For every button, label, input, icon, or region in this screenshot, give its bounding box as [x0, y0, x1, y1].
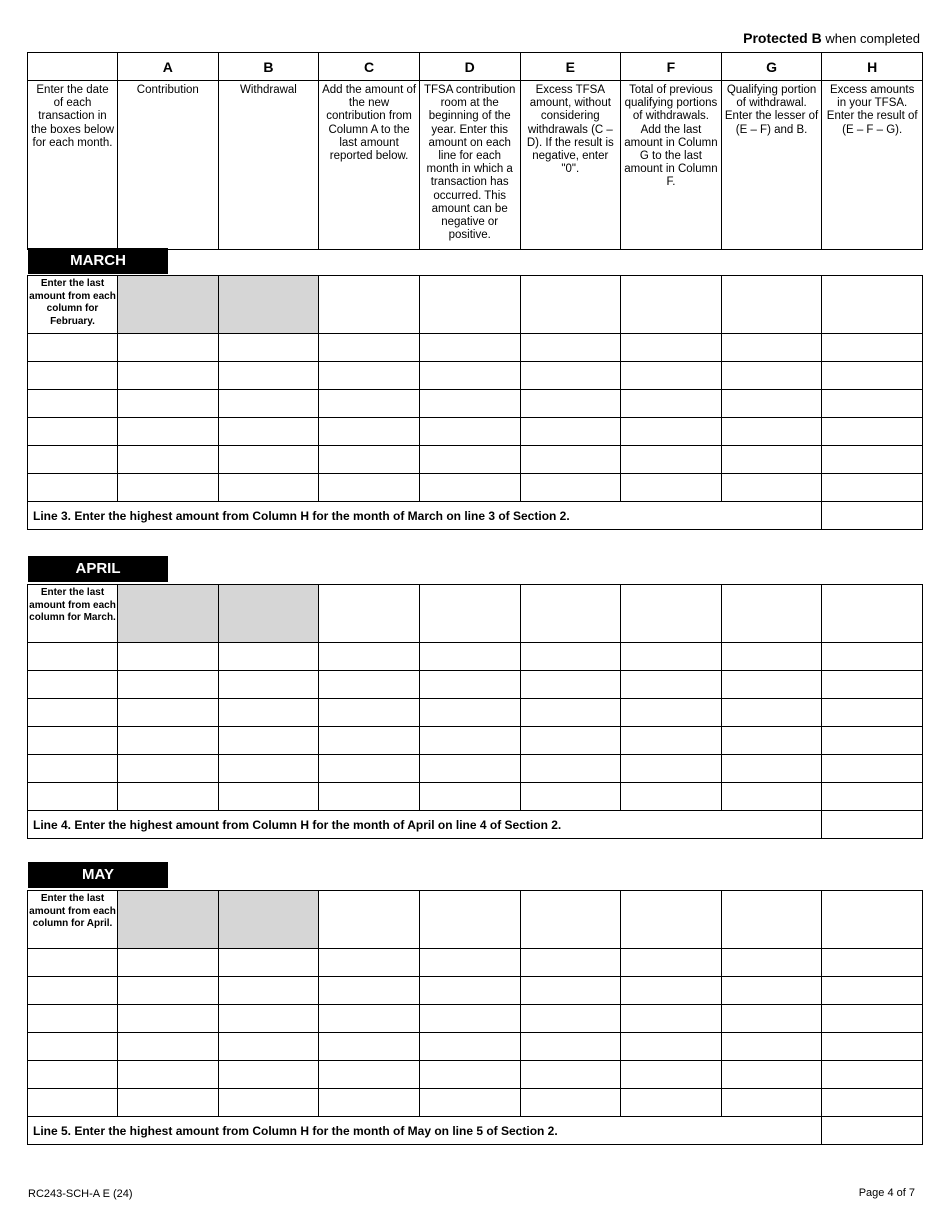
amount-field-f[interactable] — [621, 474, 722, 502]
transaction-row — [28, 334, 923, 362]
month-table-may — [27, 890, 923, 1145]
amount-field-c[interactable] — [319, 977, 420, 1005]
amount-field-d[interactable] — [419, 755, 520, 783]
amount-field-b[interactable] — [218, 362, 319, 390]
amount-field-h[interactable] — [822, 949, 923, 977]
amount-field-h[interactable] — [822, 891, 923, 949]
amount-field-c[interactable] — [319, 390, 420, 418]
column-description-g: Qualifying portion of withdrawal. Enter the lesser of (E – F) and B. — [721, 81, 822, 250]
amount-field-a[interactable] — [118, 418, 219, 446]
amount-field-f[interactable] — [621, 362, 722, 390]
amount-field-b[interactable] — [218, 755, 319, 783]
amount-field-h[interactable] — [822, 585, 923, 643]
amount-field-f[interactable] — [621, 446, 722, 474]
shaded-cell — [218, 585, 319, 643]
amount-field-h[interactable] — [822, 362, 923, 390]
date-field[interactable] — [28, 727, 118, 755]
date-field[interactable] — [28, 643, 118, 671]
amount-field-a[interactable] — [118, 643, 219, 671]
summary-line-text: Line 4. Enter the highest amount from Column H for the month of April on line 4 of Section 2. — [28, 811, 822, 839]
protected-label: Protected B — [743, 30, 822, 46]
amount-field-h[interactable] — [822, 977, 923, 1005]
date-field[interactable] — [28, 334, 118, 362]
amount-field-g[interactable] — [721, 390, 822, 418]
amount-field-d[interactable] — [419, 1005, 520, 1033]
summary-line-text: Line 5. Enter the highest amount from Column H for the month of May on line 5 of Section 2. — [28, 1117, 822, 1145]
amount-field-g[interactable] — [721, 727, 822, 755]
amount-field-a[interactable] — [118, 671, 219, 699]
amount-field-f[interactable] — [621, 418, 722, 446]
carry-forward-row — [28, 891, 923, 949]
amount-field-h[interactable] — [822, 276, 923, 334]
date-field[interactable] — [28, 1005, 118, 1033]
amount-field-d[interactable] — [419, 276, 520, 334]
amount-field-e[interactable] — [520, 727, 621, 755]
transaction-row — [28, 755, 923, 783]
date-field[interactable] — [28, 755, 118, 783]
amount-field-c[interactable] — [319, 418, 420, 446]
column-letter-e: E — [520, 53, 621, 81]
amount-field-d[interactable] — [419, 783, 520, 811]
amount-field-d[interactable] — [419, 1089, 520, 1117]
amount-field-g[interactable] — [721, 755, 822, 783]
amount-field-c[interactable] — [319, 891, 420, 949]
amount-field-g[interactable] — [721, 1033, 822, 1061]
date-field[interactable] — [28, 390, 118, 418]
date-field[interactable] — [28, 699, 118, 727]
amount-field-g[interactable] — [721, 362, 822, 390]
transaction-rows-april — [28, 643, 923, 811]
amount-field-c[interactable] — [319, 1061, 420, 1089]
amount-field-f[interactable] — [621, 1061, 722, 1089]
summary-line-text: Line 3. Enter the highest amount from Column H for the month of March on line 3 of Section 2. — [28, 502, 822, 530]
amount-field-h[interactable] — [822, 418, 923, 446]
amount-field-d[interactable] — [419, 891, 520, 949]
carry-forward-label: Enter the last amount from each column for February. — [28, 276, 118, 334]
column-header-table — [27, 52, 923, 250]
amount-field-d[interactable] — [419, 949, 520, 977]
column-letter-a: A — [118, 53, 219, 81]
date-field[interactable] — [28, 671, 118, 699]
amount-field-h[interactable] — [822, 699, 923, 727]
amount-field-c[interactable] — [319, 727, 420, 755]
amount-field-f[interactable] — [621, 783, 722, 811]
amount-field-g[interactable] — [721, 783, 822, 811]
amount-field-e[interactable] — [520, 671, 621, 699]
amount-field-h[interactable] — [822, 334, 923, 362]
amount-field-c[interactable] — [319, 949, 420, 977]
amount-field-d[interactable] — [419, 1033, 520, 1061]
amount-field-h[interactable] — [822, 474, 923, 502]
amount-field-c[interactable] — [319, 1005, 420, 1033]
amount-field-c[interactable] — [319, 474, 420, 502]
amount-field-a[interactable] — [118, 1061, 219, 1089]
amount-field-e[interactable] — [520, 418, 621, 446]
line-4-amount-field[interactable] — [822, 811, 923, 839]
amount-field-g[interactable] — [721, 891, 822, 949]
amount-field-a[interactable] — [118, 362, 219, 390]
transaction-row — [28, 390, 923, 418]
amount-field-b[interactable] — [218, 446, 319, 474]
amount-field-b[interactable] — [218, 474, 319, 502]
amount-field-f[interactable] — [621, 390, 722, 418]
amount-field-a[interactable] — [118, 1089, 219, 1117]
amount-field-e[interactable] — [520, 1005, 621, 1033]
column-letter-f: F — [621, 53, 722, 81]
amount-field-c[interactable] — [319, 1033, 420, 1061]
transaction-row — [28, 446, 923, 474]
amount-field-a[interactable] — [118, 977, 219, 1005]
date-field[interactable] — [28, 362, 118, 390]
amount-field-a[interactable] — [118, 783, 219, 811]
amount-field-a[interactable] — [118, 699, 219, 727]
amount-field-e[interactable] — [520, 446, 621, 474]
amount-field-g[interactable] — [721, 643, 822, 671]
date-field[interactable] — [28, 1089, 118, 1117]
column-description-f: Total of previous qualifying portions of withdrawals. Add the last amount in Column G to the last amount in Column F. — [621, 81, 722, 250]
amount-field-g[interactable] — [721, 1005, 822, 1033]
amount-field-e[interactable] — [520, 362, 621, 390]
amount-field-d[interactable] — [419, 390, 520, 418]
date-field[interactable] — [28, 1033, 118, 1061]
transaction-row — [28, 699, 923, 727]
amount-field-d[interactable] — [419, 727, 520, 755]
amount-field-b[interactable] — [218, 643, 319, 671]
amount-field-b[interactable] — [218, 1061, 319, 1089]
amount-field-e[interactable] — [520, 699, 621, 727]
amount-field-g[interactable] — [721, 949, 822, 977]
column-description-d: TFSA contribution room at the beginning of the year. Enter this amount on each line for each month in which a transaction has occurred. This amount can be negative or positive. — [419, 81, 520, 250]
amount-field-b[interactable] — [218, 390, 319, 418]
amount-field-a[interactable] — [118, 390, 219, 418]
carry-forward-label: Enter the last amount from each column for March. — [28, 585, 118, 643]
amount-field-c[interactable] — [319, 334, 420, 362]
column-description-c: Add the amount of the new contribution from Column A to the last amount reported below. — [319, 81, 420, 250]
amount-field-h[interactable] — [822, 390, 923, 418]
amount-field-d[interactable] — [419, 334, 520, 362]
amount-field-d[interactable] — [419, 1061, 520, 1089]
transaction-row — [28, 671, 923, 699]
month-table-april — [27, 584, 923, 839]
amount-field-a[interactable] — [118, 1033, 219, 1061]
amount-field-e[interactable] — [520, 585, 621, 643]
date-field[interactable] — [28, 418, 118, 446]
amount-field-b[interactable] — [218, 1005, 319, 1033]
amount-field-d[interactable] — [419, 699, 520, 727]
shaded-cell — [218, 891, 319, 949]
month-table-march — [27, 275, 923, 530]
month-tag-may: MAY — [28, 862, 168, 888]
amount-field-f[interactable] — [621, 1089, 722, 1117]
column-description-e: Excess TFSA amount, without considering withdrawals (C – D). If the result is negative, enter "0". — [520, 81, 621, 250]
amount-field-b[interactable] — [218, 727, 319, 755]
transaction-row — [28, 727, 923, 755]
amount-field-g[interactable] — [721, 699, 822, 727]
amount-field-h[interactable] — [822, 727, 923, 755]
amount-field-a[interactable] — [118, 949, 219, 977]
transaction-row — [28, 474, 923, 502]
amount-field-g[interactable] — [721, 977, 822, 1005]
amount-field-b[interactable] — [218, 1033, 319, 1061]
amount-field-f[interactable] — [621, 334, 722, 362]
amount-field-d[interactable] — [419, 418, 520, 446]
amount-field-h[interactable] — [822, 446, 923, 474]
amount-field-f[interactable] — [621, 891, 722, 949]
date-field[interactable] — [28, 783, 118, 811]
shaded-cell — [118, 276, 219, 334]
amount-field-h[interactable] — [822, 783, 923, 811]
amount-field-c[interactable] — [319, 755, 420, 783]
amount-field-e[interactable] — [520, 1061, 621, 1089]
protected-suffix: when completed — [821, 31, 920, 46]
amount-field-g[interactable] — [721, 1061, 822, 1089]
month-tag-march: MARCH — [28, 248, 168, 274]
amount-field-h[interactable] — [822, 1005, 923, 1033]
amount-field-d[interactable] — [419, 474, 520, 502]
form-identifier: RC243-SCH-A E (24) — [28, 1188, 133, 1200]
amount-field-e[interactable] — [520, 891, 621, 949]
amount-field-h[interactable] — [822, 643, 923, 671]
amount-field-g[interactable] — [721, 334, 822, 362]
transaction-row — [28, 1005, 923, 1033]
amount-field-e[interactable] — [520, 755, 621, 783]
column-description-h: Excess amounts in your TFSA. Enter the result of (E – F – G). — [822, 81, 923, 250]
column-letter-d: D — [419, 53, 520, 81]
amount-field-c[interactable] — [319, 671, 420, 699]
amount-field-c[interactable] — [319, 783, 420, 811]
summary-row — [28, 502, 923, 530]
amount-field-b[interactable] — [218, 949, 319, 977]
amount-field-e[interactable] — [520, 949, 621, 977]
amount-field-a[interactable] — [118, 1005, 219, 1033]
protected-notice — [743, 30, 920, 46]
transaction-row — [28, 1089, 923, 1117]
column-letter-h: H — [822, 53, 923, 81]
line-5-amount-field[interactable] — [822, 1117, 923, 1145]
amount-field-g[interactable] — [721, 671, 822, 699]
blank-header-cell — [28, 53, 118, 81]
month-tag-april: APRIL — [28, 556, 168, 582]
transaction-rows-may — [28, 949, 923, 1117]
amount-field-b[interactable] — [218, 699, 319, 727]
amount-field-d[interactable] — [419, 585, 520, 643]
amount-field-h[interactable] — [822, 671, 923, 699]
amount-field-b[interactable] — [218, 418, 319, 446]
amount-field-a[interactable] — [118, 474, 219, 502]
date-field[interactable] — [28, 949, 118, 977]
carry-forward-label: Enter the last amount from each column for April. — [28, 891, 118, 949]
shaded-cell — [118, 891, 219, 949]
amount-field-h[interactable] — [822, 755, 923, 783]
amount-field-g[interactable] — [721, 474, 822, 502]
transaction-row — [28, 783, 923, 811]
summary-row — [28, 1117, 923, 1145]
amount-field-c[interactable] — [319, 1089, 420, 1117]
amount-field-b[interactable] — [218, 671, 319, 699]
amount-field-f[interactable] — [621, 1033, 722, 1061]
amount-field-h[interactable] — [822, 1033, 923, 1061]
amount-field-f[interactable] — [621, 276, 722, 334]
transaction-row — [28, 1033, 923, 1061]
transaction-row — [28, 418, 923, 446]
line-3-amount-field[interactable] — [822, 502, 923, 530]
transaction-row — [28, 362, 923, 390]
amount-field-f[interactable] — [621, 977, 722, 1005]
date-column-description: Enter the date of each transaction in the boxes below for each month. — [28, 81, 118, 250]
page-number: Page 4 of 7 — [858, 1187, 915, 1199]
date-field[interactable] — [28, 977, 118, 1005]
column-letter-c: C — [319, 53, 420, 81]
amount-field-a[interactable] — [118, 334, 219, 362]
amount-field-g[interactable] — [721, 418, 822, 446]
amount-field-b[interactable] — [218, 783, 319, 811]
amount-field-d[interactable] — [419, 671, 520, 699]
transaction-rows-march — [28, 334, 923, 502]
amount-field-e[interactable] — [520, 390, 621, 418]
amount-field-b[interactable] — [218, 977, 319, 1005]
carry-forward-row — [28, 585, 923, 643]
transaction-row — [28, 949, 923, 977]
date-field[interactable] — [28, 1061, 118, 1089]
date-field[interactable] — [28, 474, 118, 502]
amount-field-e[interactable] — [520, 977, 621, 1005]
amount-field-b[interactable] — [218, 334, 319, 362]
amount-field-e[interactable] — [520, 474, 621, 502]
amount-field-c[interactable] — [319, 585, 420, 643]
amount-field-e[interactable] — [520, 643, 621, 671]
column-description-b: Withdrawal — [218, 81, 319, 250]
amount-field-g[interactable] — [721, 276, 822, 334]
amount-field-e[interactable] — [520, 1033, 621, 1061]
amount-field-f[interactable] — [621, 755, 722, 783]
amount-field-d[interactable] — [419, 977, 520, 1005]
amount-field-g[interactable] — [721, 446, 822, 474]
amount-field-f[interactable] — [621, 949, 722, 977]
amount-field-f[interactable] — [621, 1005, 722, 1033]
amount-field-f[interactable] — [621, 671, 722, 699]
amount-field-d[interactable] — [419, 643, 520, 671]
column-letter-b: B — [218, 53, 319, 81]
shaded-cell — [118, 585, 219, 643]
column-description-a: Contribution — [118, 81, 219, 250]
shaded-cell — [218, 276, 319, 334]
carry-forward-row — [28, 276, 923, 334]
amount-field-b[interactable] — [218, 1089, 319, 1117]
amount-field-e[interactable] — [520, 276, 621, 334]
transaction-row — [28, 977, 923, 1005]
amount-field-f[interactable] — [621, 727, 722, 755]
amount-field-d[interactable] — [419, 446, 520, 474]
amount-field-a[interactable] — [118, 755, 219, 783]
amount-field-h[interactable] — [822, 1089, 923, 1117]
amount-field-f[interactable] — [621, 643, 722, 671]
column-letter-g: G — [721, 53, 822, 81]
amount-field-c[interactable] — [319, 699, 420, 727]
amount-field-c[interactable] — [319, 643, 420, 671]
amount-field-f[interactable] — [621, 585, 722, 643]
amount-field-g[interactable] — [721, 1089, 822, 1117]
amount-field-d[interactable] — [419, 362, 520, 390]
date-field[interactable] — [28, 446, 118, 474]
transaction-row — [28, 1061, 923, 1089]
amount-field-a[interactable] — [118, 446, 219, 474]
summary-row — [28, 811, 923, 839]
amount-field-a[interactable] — [118, 727, 219, 755]
amount-field-c[interactable] — [319, 362, 420, 390]
amount-field-c[interactable] — [319, 446, 420, 474]
amount-field-f[interactable] — [621, 699, 722, 727]
amount-field-e[interactable] — [520, 334, 621, 362]
amount-field-e[interactable] — [520, 1089, 621, 1117]
amount-field-h[interactable] — [822, 1061, 923, 1089]
amount-field-g[interactable] — [721, 585, 822, 643]
transaction-row — [28, 643, 923, 671]
amount-field-c[interactable] — [319, 276, 420, 334]
amount-field-e[interactable] — [520, 783, 621, 811]
